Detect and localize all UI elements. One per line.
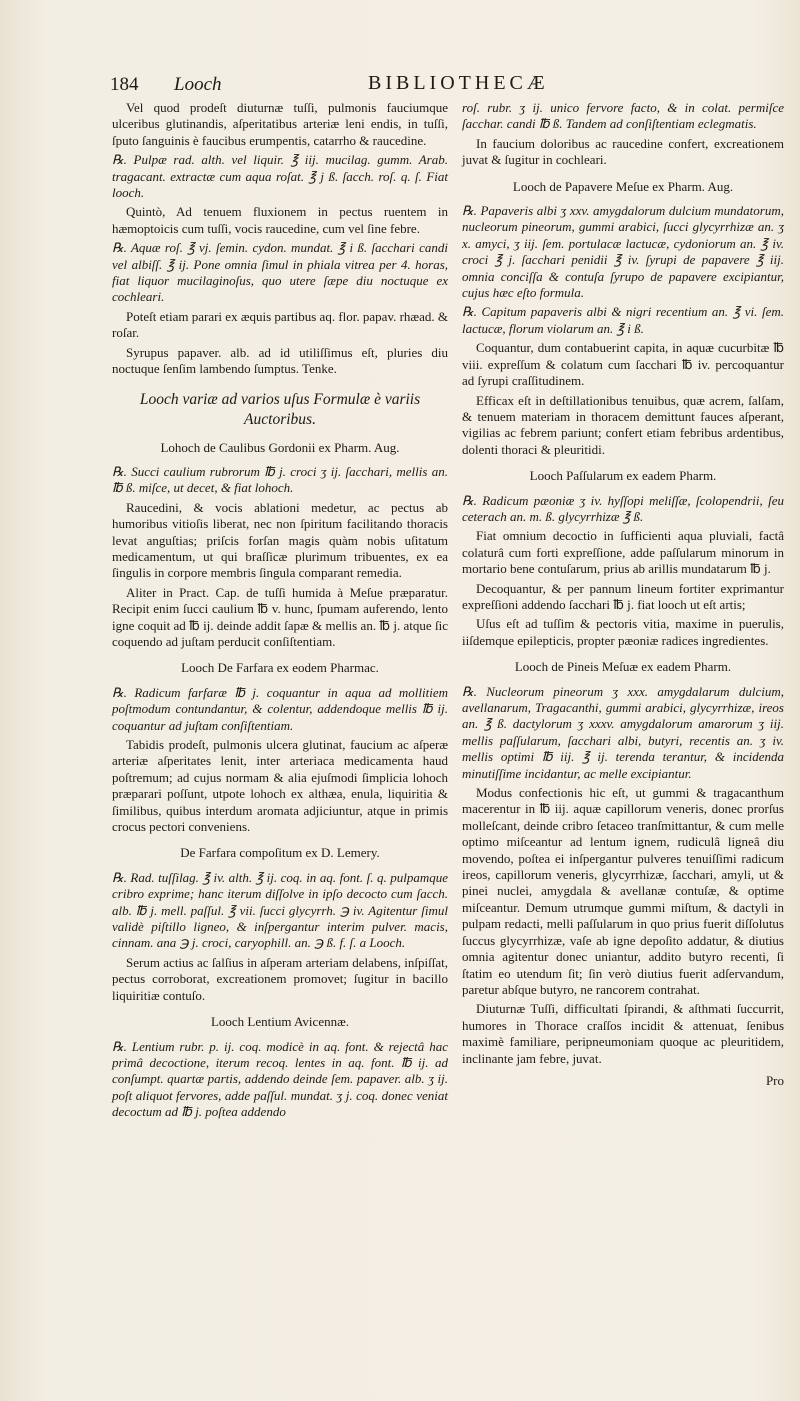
recipe-paragraph: ℞. Pulpæ rad. alth. vel liquir. ℥ iij. mucilag. gumm. Arab. tragacant. extractæ cum aqua roſat. ℥ j ß. ſacch. roſ. q. ſ. Fiat looch. [112,152,448,201]
recipe-paragraph: ℞. Nucleorum pineorum ʒ xxx. amygdalarum dulcium, avellanarum, Tragacanthi, gummi arabici, glycyrrhizæ, ireos an. ℥ ß. dactylorum ʒ xxxv. amygdalorum amarorum ʒ iij. mellis paſſularum, ſacchari albi, butyri, recentis an. ʒ iv. mellis optimi ℔ iij. ℥ ij. terenda terantur, & incidenda minutiſſime incidantur, ac melle excipiantur. [462,683,784,781]
subheading: De Farfara compoſitum ex D. Lemery. [180,845,380,861]
subheading: Looch Paſſularum ex eadem Pharm. [529,468,717,484]
recipe-paragraph: roſ. rubr. ʒ ij. unico fervore facto, & in colat. permiſce ſacchar. candi ℔ ß. Tandem ad conſiſtentiam eclegmatis. [462,100,784,132]
left-text-column [112,100,448,1124]
subheading: Looch de Pineis Meſuæ ex eadem Pharm. [514,659,732,675]
recipe-paragraph: ℞. Aquæ roſ. ℥ vj. ſemin. cydon. mundat. ℥ i ß. ſacchari candi vel albiſſ. ℥ ij. Pone omnia ſimul in phiala vitrea per 4. horas, fiat liquor mucilaginoſus, quo utere ſæpe diu noctuque ex cochleari. [112,240,448,305]
recipe-paragraph: ℞. Capitum papaveris albi & nigri recentium an. ℥ vi. ſem. lactucæ, florum violarum an. ℥ i ß. [462,304,784,336]
subheading: Looch De Farfara ex eodem Pharmac. [181,660,379,676]
paragraph: Fiat omnium decoctio in ſufficienti aqua pluviali, factâ colaturâ cum forti expreſſione, adde paſſularum minorum in mortario bene contuſarum, prius ab arillis mundatarum ℔ j. [462,528,784,577]
catchword-footer: Pro [765,1072,784,1088]
paragraph: Tabidis prodeſt, pulmonis ulcera glutinat, faucium ac aſperæ arteriæ aſperitates lenit, inter arteriaca medicamenta haud poſtremum; ad cujus normam & alia ejuſmodi ſimplicia lohoch præparari poſſunt, utpote lohoch ex althæa, enula, liquiritia & ſimilibus, quibus interdum aromata adjiciuntur, atque in primis crocus pectori conveniens. [112,737,448,835]
section-heading: Looch variæ ad varios uſus Formulæ è variis Auctoribus. [139,390,421,428]
recipe-paragraph: ℞. Radicum pæoniæ ʒ iv. hyſſopi meliſſæ, ſcolopendrii, ſeu ceterach an. m. ß. glycyrrhizæ ℥ ß. [462,492,784,524]
recipe-paragraph: ℞. Radicum farfaræ ℔ j. coquantur in aqua ad mollitiem poſtmodum contundantur, & colentur, addendoque mellis ℔ ij. coquantur ad juſtam conſiſtentiam. [112,684,448,733]
paragraph: Uſus eſt ad tuſſim & pectoris vitia, maxime in puerulis, iiſdemque epilepticis, propter pæoniæ radices ingredientes. [462,616,784,648]
right-text-column [462,100,784,1092]
page-number: 184 [110,74,139,95]
subheading: Looch Lentium Avicennæ. [210,1014,350,1030]
recipe-paragraph: ℞. Papaveris albi ʒ xxv. amygdalorum dulcium mundatorum, nucleorum pineorum, gummi arabici, ſucci glycyrrhizæ an. ʒ x. amyci, ʒ iij. ſem. portulacæ lactucæ, cydoniorum an. ℥ iv. croci ℥ j. ſacchari penidii ℥ iv. ſyrupi de papavere ℥ iij. omnia conciſſa & contuſa ſyrupo de papavere excipiantur, cujus hæc eſto formula. [462,203,784,301]
running-head: BIBLIOTHECÆ [368,72,549,94]
paragraph: Decoquantur, & per pannum lineum fortiter exprimantur expreſſioni addendo ſacchari ℔ j. fiat looch ut eſt artis; [462,580,784,612]
paragraph: Aliter in Pract. Cap. de tuſſi humida à Meſue præparatur. Recipit enim ſucci caulium ℔ v. hunc, ſpumam auferendo, lento igne coquit ad ℔ ij. deinde addit ſapæ & mellis an. ℔ j. atque ſic coquendo ad juſtam perducit conſiſtentiam. [112,584,448,649]
paragraph: Vel quod prodeſt diuturnæ tuſſi, pulmonis fauciumque ulceribus glutinandis, aſperitatibus arteriæ leni endis, in tuſſi, ſputo ſanguinis è faucibus erumpentis, catarrho & raucedine. [112,100,448,148]
paragraph: Diuturnæ Tuſſi, difficultati ſpirandi, & aſthmati ſuccurrit, humores in Thorace craſſos incidit & attenuat, ſenibus maximè familiare, peripneumoniam quoque ac pleuritidem, inclinante jam febre, juvat. [462,1001,784,1066]
paragraph: Modus confectionis hic eſt, ut gummi & tragacanthum macerentur in ℔ iij. aquæ capillorum veneris, donec prorſus molleſcant, deinde cribro ſetaceo tranſmittantur, & cum melle optimo miſceantur ad lentum ignem, rudiculâ ligneâ diu movendo, poſtea ei inſpergantur pulveres tenuiſſimi radicum ireos, capillorum veneris, glycyrrhizæ, ſacchari, amyli, ut & pinei nuclei, amygdala & avellanæ contuſæ, & optime miſceantur. Demum utrumque gummi miſtum, & dactyli in pulpam redacti, melli paſſularum in quo prius fuerit diſſolutus ſuccus glycyrrhizæ, vaſe ab igne depoſito addatur, & diutius omnia agitentur donec uniantur, addito butyro recenti, ſi ſtatim eo utendum ſit; ſin verò diutius fuerit adſervandum, paretur abſque butyro, ne rancorem contrahat. [462,785,784,997]
paragraph: Raucedini, & vocis ablationi medetur, ac pectus ab humoribus vitioſis liberat, nec non ſpiritum facilitando thoracis levat anguſtias; priſcis forſan magis quàm nobis uſitatum medicamentum, ut qui braſſicæ plurimum tribuentes, ex ea ſingulis in corpore membris ſingula comparant remedia. [112,499,448,581]
recipe-paragraph: ℞. Succi caulium rubrorum ℔ j. croci ʒ ij. ſacchari, mellis an. ℔ ß. miſce, ut decet, & fiat lohoch. [112,463,448,496]
paragraph: Serum actius ac ſalſius in aſperam arteriam delabens, inſpiſſat, pectus corroborat, excreationem promovet; ſugitur in bacillo liquiritiæ contuſo. [112,954,448,1003]
paragraph: Efficax eſt in deſtillationibus tenuibus, quæ acrem, ſalſam, & tenuem materiam in thoracem demittunt fauces aſperant, vigilias ac febrem pariunt; confert etiam febribus ardentibus, dolenti thoraci & pleuritidi. [462,392,784,457]
recipe-paragraph: ℞. Rad. tuſſilag. ℥ iv. alth. ℥ ij. coq. in aq. font. ſ. q. pulpamque cribro exprime; hanc iterum diſſolve in ipſo decocto cum ſacch. alb. ℔ j. mell. paſſul. ℥ vii. ſucci glycyrrh. ℈ iv. Agitentur ſimul validè piſtillo ligneo, & inſpergantur interim pulver. macis, cinnam. ana ℈ j. croci, caryophill. an. ℈ ß. f. ſ. a Looch. [112,869,448,951]
subheading: Lohoch de Caulibus Gordonii ex Pharm. Aug. [160,439,400,455]
paragraph: Quintò, Ad tenuem fluxionem in pectus ruentem in hæmoptoicis cum tuſſi, vocis raucedine, cum vel ſine febre. [112,204,448,236]
subheading: Looch de Papavere Meſue ex Pharm. Aug. [512,178,734,194]
paragraph: Syrupus papaver. alb. ad id utiliſſimus eſt, pluries diu noctuque ſenſim lambendo ſumptus. Tenke. [112,344,448,377]
header-catchword: Looch [174,74,222,95]
page-header [110,72,770,102]
paragraph: Poteſt etiam parari ex æquis partibus aq. flor. papav. rhæad. & roſar. [112,308,448,341]
recipe-paragraph: ℞. Lentium rubr. p. ij. coq. modicè in aq. font. & rejectâ hac primâ decoctione, iterum recoq. lentes in aq. font. ℔ ij. ad conſumpt. quartæ partis, addendo deinde ſem. papaver. alb. ʒ ij. poſt aliquot fervores, adde paſſul. mundat. ʒ j. coq. donec veniat decoctum ad ℔ j. poſtea addendo [112,1038,448,1120]
paragraph: In faucium doloribus ac raucedine confert, excreationem juvat & ſugitur in cochleari. [462,135,784,168]
paragraph: Coquantur, dum contabuerint capita, in aquæ cucurbitæ ℔ viii. expreſſum & colatum cum ſacchari ℔ iv. percoquantur ad ſyrupi craſſitudinem. [462,340,784,389]
